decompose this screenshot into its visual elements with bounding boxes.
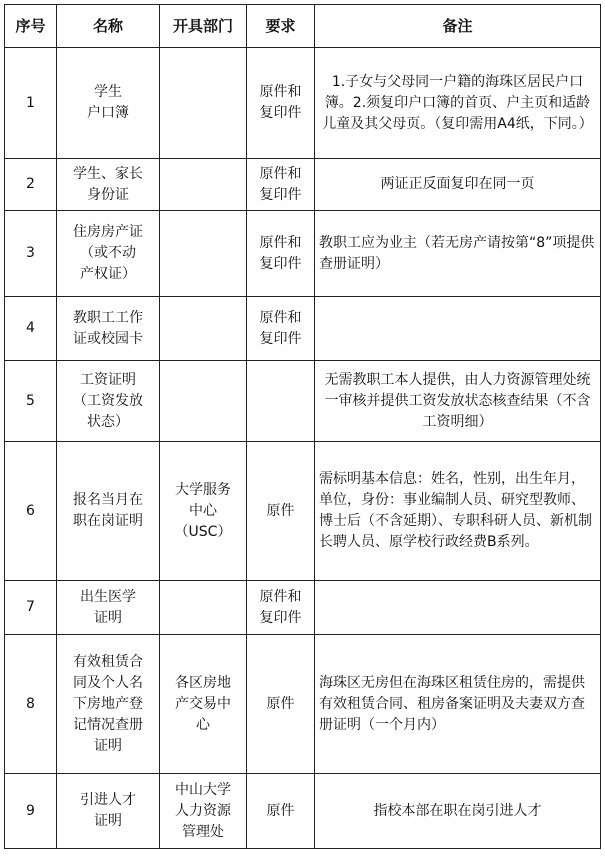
row-note: 教职工应为业主（若无房产请按第“8”项提供查册证明）: [315, 211, 601, 297]
row-note: [315, 297, 601, 361]
row-dept: [160, 297, 247, 361]
table-row: [5, 361, 601, 442]
header-req: 要求: [247, 5, 315, 48]
row-name: 出生医学 证明: [57, 581, 160, 635]
row-dept: 大学服务 中心 （USC）: [160, 442, 247, 581]
row-note: 海珠区无房但在海珠区租赁住房的，需提供有效租赁合同、租房备案证明及夫妻双方查册证明（一个月内）: [315, 635, 601, 774]
table-row: [5, 48, 601, 159]
header-dept: 开具部门: [160, 5, 247, 48]
row-note: 1.子女与父母同一户籍的海珠区居民户口簿。2.须复印户口簿的首页、户主页和适龄儿童及其父母页。（复印需用A4纸，下同。）: [315, 48, 601, 159]
row-name: 教职工工作 证或校园卡: [57, 297, 160, 361]
row-note: [315, 581, 601, 635]
requirements-table: [4, 4, 601, 849]
row-req: 原件和 复印件: [247, 48, 315, 159]
table-row: [5, 635, 601, 774]
table-row: [5, 774, 601, 849]
row-no: 8: [5, 635, 57, 774]
row-req: 原件: [247, 774, 315, 849]
row-note: 需标明基本信息：姓名，性别，出生年月，单位，身份：事业编制人员、研究型教师、博士后（不含延期）、专职科研人员、新机制长聘人员、原学校行政经费B系列。: [315, 442, 601, 581]
header-note: 备注: [315, 5, 601, 48]
row-req: 原件和 复印件: [247, 211, 315, 297]
table-row: [5, 581, 601, 635]
row-dept: [160, 211, 247, 297]
row-no: 6: [5, 442, 57, 581]
row-req: 原件: [247, 635, 315, 774]
row-note: 两证正反面复印在同一页: [315, 159, 601, 211]
row-req: [247, 361, 315, 442]
header-no: 序号: [5, 5, 57, 48]
row-dept: [160, 581, 247, 635]
row-no: 5: [5, 361, 57, 442]
row-name: 有效租赁合 同及个人名 下房地产登 记情况查册 证明: [57, 635, 160, 774]
row-name: 住房房产证 （或不动 产权证）: [57, 211, 160, 297]
row-no: 2: [5, 159, 57, 211]
header-name: 名称: [57, 5, 160, 48]
row-dept: 各区房地 产交易中 心: [160, 635, 247, 774]
row-req: 原件和 复印件: [247, 159, 315, 211]
row-dept: [160, 48, 247, 159]
row-name: 学生、家长 身份证: [57, 159, 160, 211]
table-row: [5, 159, 601, 211]
row-req: 原件和 复印件: [247, 297, 315, 361]
row-no: 3: [5, 211, 57, 297]
row-no: 1: [5, 48, 57, 159]
row-dept: [160, 159, 247, 211]
row-name: 学生 户口簿: [57, 48, 160, 159]
row-name: 工资证明 （工资发放 状态）: [57, 361, 160, 442]
row-req: 原件和 复印件: [247, 581, 315, 635]
row-req: 原件: [247, 442, 315, 581]
header-row: [5, 5, 601, 48]
row-no: 4: [5, 297, 57, 361]
table-row: [5, 211, 601, 297]
row-dept: [160, 361, 247, 442]
row-no: 7: [5, 581, 57, 635]
table-row: [5, 442, 601, 581]
row-note: 无需教职工本人提供，由人力资源管理处统一审核并提供工资发放状态核查结果（不含工资明细）: [315, 361, 601, 442]
row-name: 引进人才 证明: [57, 774, 160, 849]
row-name: 报名当月在 职在岗证明: [57, 442, 160, 581]
row-dept: 中山大学 人力资源 管理处: [160, 774, 247, 849]
row-no: 9: [5, 774, 57, 849]
row-note: 指校本部在职在岗引进人才: [315, 774, 601, 849]
table-row: [5, 297, 601, 361]
